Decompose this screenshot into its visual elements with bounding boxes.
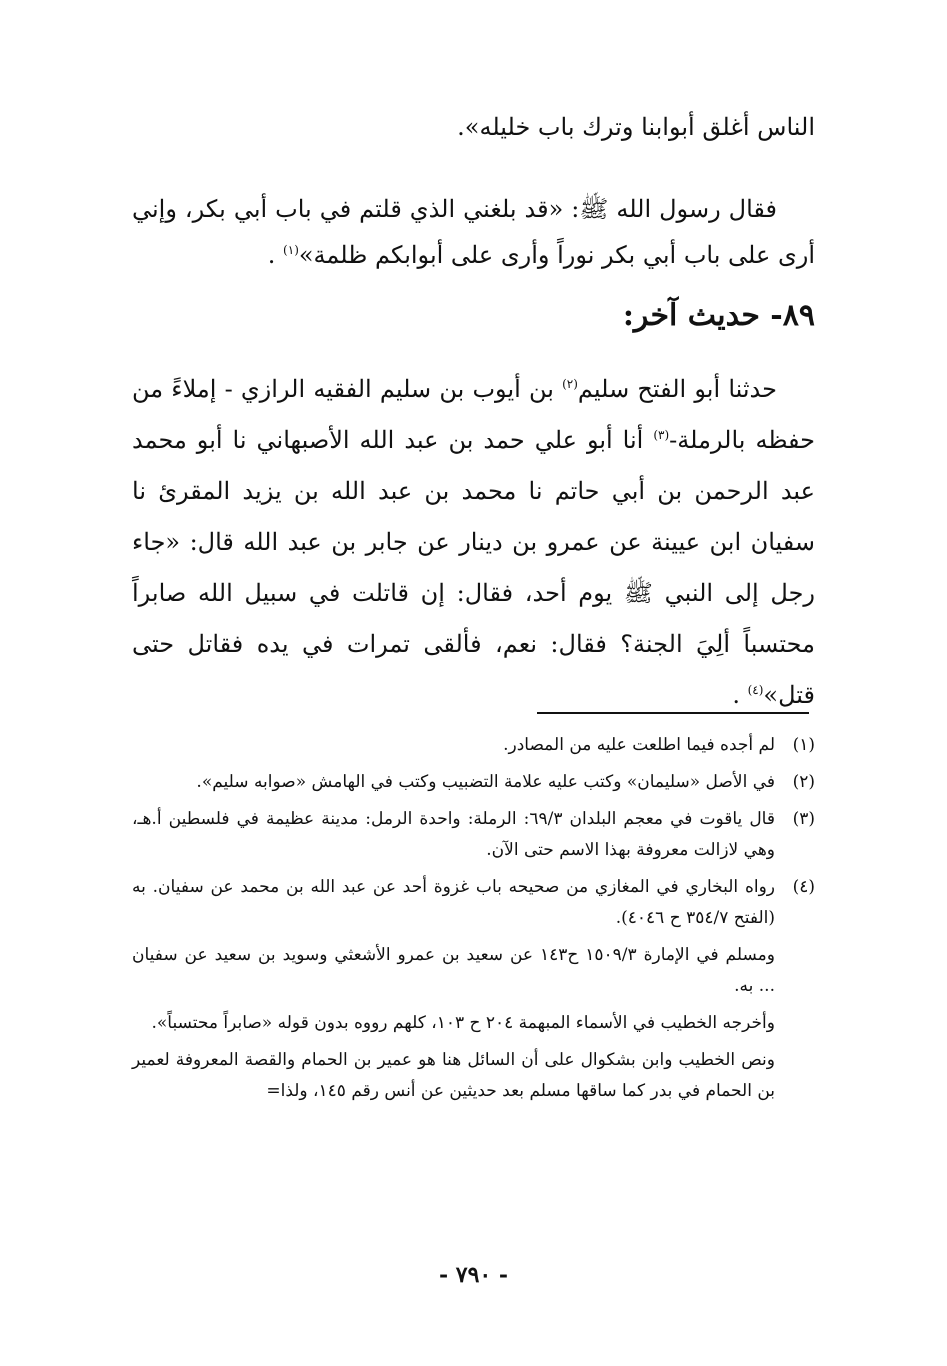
footnote-text: قال ياقوت في معجم البلدان ٦٩/٣: الرملة: واحدة الرمل: مدينة عظيمة في فلسطين أ.هـ، وهي لازالت معروفة بهذا الاسم حتى الآن. xyxy=(132,809,775,860)
footnote-4-continuation: ومسلم في الإمارة ١٥٠٩/٣ ح١٤٣ عن سعيد بن عمرو الأشعثي وسويد بن سعيد عن سفيان ... به. xyxy=(132,945,775,996)
body-paragraph-1 xyxy=(132,104,815,150)
footnote-separator xyxy=(537,712,809,714)
footnote-2 xyxy=(132,767,815,798)
footnote-ref-1: (١) xyxy=(283,243,299,257)
paragraph-text: . xyxy=(732,681,748,709)
footnote-3 xyxy=(132,804,815,866)
footnote-number: (٤) xyxy=(792,877,815,897)
footnote-ref-4: (٤) xyxy=(747,683,764,697)
footnotes xyxy=(132,730,815,1113)
footnote-text: لم أجده فيما اطلعت عليه من المصادر. xyxy=(503,735,775,755)
paragraph-text: . xyxy=(267,241,284,269)
paragraph-text: حدثنا أبو الفتح سليم xyxy=(577,375,777,403)
footnote-1 xyxy=(132,730,815,761)
footnote-4 xyxy=(132,872,815,934)
section-heading: ٨٩- حديث آخر: xyxy=(622,298,815,333)
page-number: - ٧٩٠ - xyxy=(438,1262,509,1288)
footnote-4-continuation: وأخرجه الخطيب في الأسماء المبهمة ٢٠٤ ح ١٠٣، كلهم رووه بدون قوله «صابراً محتسباً». xyxy=(151,1013,775,1033)
body-paragraph-2 xyxy=(132,186,815,278)
paragraph-text: فقال رسول الله ﷺ: «قد بلغني الذي قلتم في باب أبي بكر، وإني أرى على باب أبي بكر نوراً وأرى على أبوابكم ظلمة» xyxy=(132,195,815,269)
footnote-number: (٣) xyxy=(792,809,815,829)
footnote-4-continuation: ونص الخطيب وابن بشكوال على أن السائل هنا هو عمير بن الحمام والقصة المعروفة لعمير بن الحمام في بدر كما ساقها مسلم بعد حديثين عن أنس رقم ١٤٥، ولذا= xyxy=(132,1050,775,1101)
paragraph-text: الناس أغلق أبوابنا وترك باب خليله». xyxy=(457,113,815,141)
paragraph-text: بن أيوب بن سليم الفقيه الرازي - إملاءً من حفظه بالرملة- xyxy=(132,375,815,454)
footnote-ref-2: (٢) xyxy=(562,377,578,391)
paragraph-text: أنا أبو علي حمد بن عبد الله الأصبهاني نا أبو محمد عبد الرحمن بن أبي حاتم نا محمد بن عبد الله بن يزيد المقرئ نا سفيان ابن عيينة عن عمرو بن دينار عن جابر بن عبد الله قال: «جاء رجل إلى النبي ﷺ يوم أحد، فقال: إن قاتلت في سبيل الله صابراً محتسباً ألِيَ الجنة؟ فقال: نعم، فألقى تمرات في يده فقاتل حتى قتل» xyxy=(132,426,815,709)
body-paragraph-3 xyxy=(132,364,815,721)
footnote-number: (٢) xyxy=(792,772,815,792)
footnote-number: (١) xyxy=(792,735,815,755)
footnote-ref-3: (٣) xyxy=(653,428,670,442)
footnote-text: في الأصل «سليمان» وكتب عليه علامة التضبيب وكتب في الهامش «صوابه سليم». xyxy=(196,772,775,792)
footnote-text: رواه البخاري في المغازي من صحيحه باب غزوة أحد عن عبد الله بن محمد عن سفيان. به (الفتح ٣٥٤/٧ ح ٤٠٤٦). xyxy=(132,877,775,928)
